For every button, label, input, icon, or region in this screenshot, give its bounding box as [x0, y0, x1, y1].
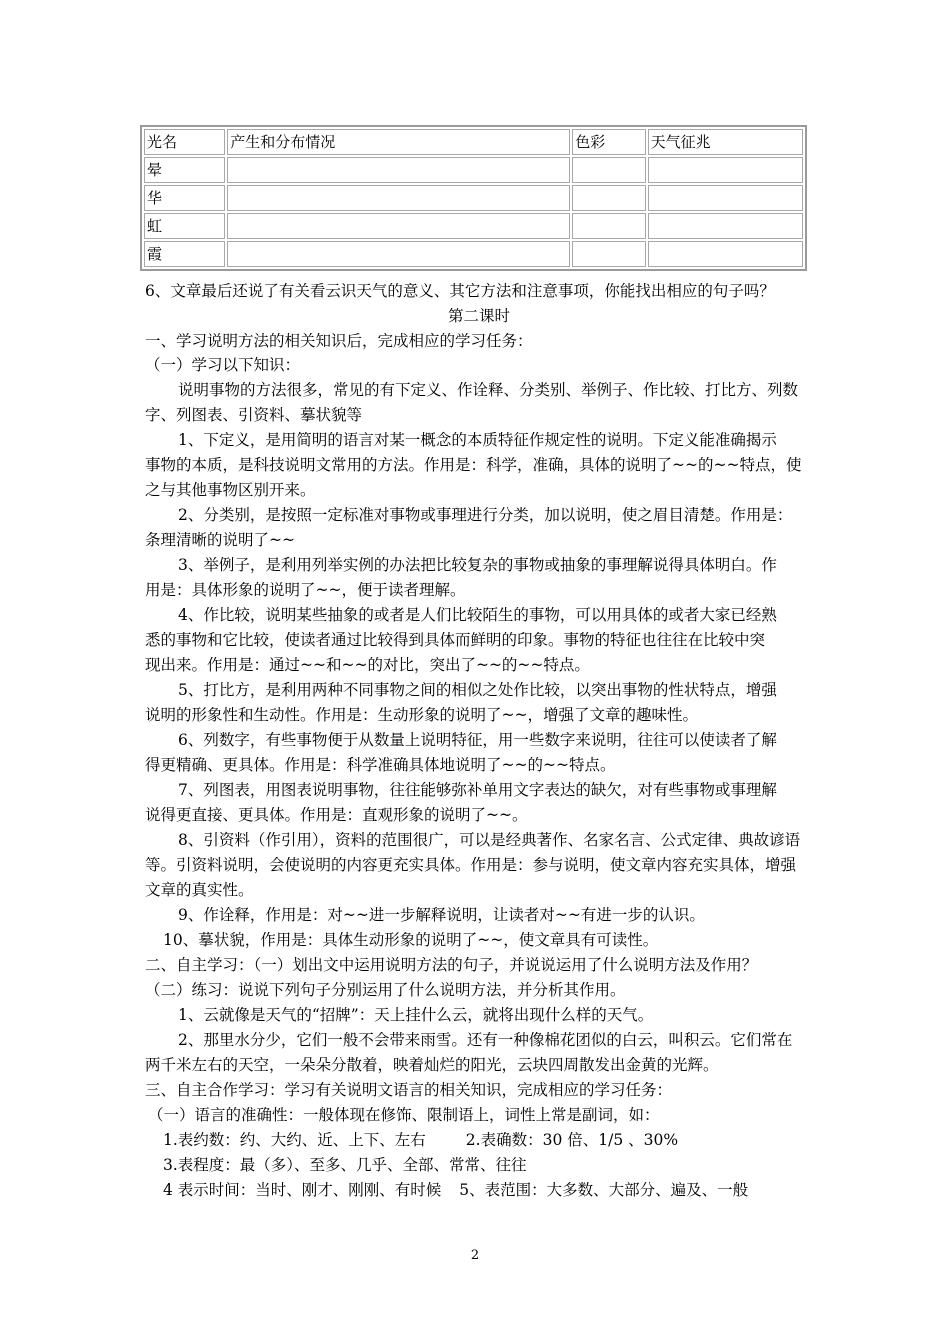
table-row: [144, 241, 803, 267]
table-header-cell: 色彩: [572, 129, 645, 155]
page-number: 2: [470, 1248, 480, 1263]
paragraph-line: 字、列图表、引资料、摹状貌等: [145, 406, 363, 424]
paragraph-line: 9、作诠释，作用是：对~~进一步解释说明，让读者对~~有进一步的认识。: [178, 906, 705, 924]
table-header-row: [144, 129, 803, 155]
table-cell: [572, 157, 645, 183]
table-cell: [648, 213, 803, 239]
word-example: 4 表示时间：当时、刚才、刚刚、有时候: [163, 1181, 442, 1199]
paragraph-line: 4、作比较，说明某些抽象的或者是人们比较陌生的事物，可以用具体的或者大家已经熟: [178, 606, 777, 624]
paragraph-line: 10、摹状貌，作用是：具体生动形象的说明了~~，使文章具有可读性。: [163, 931, 659, 949]
section-heading: 三、自主合作学习：学习有关说明文语言的相关知识，完成相应的学习任务：: [145, 1081, 673, 1099]
paragraph-line: 6、列数字，有些事物便于从数量上说明特征，用一些数字来说明，往往可以使读者了解: [178, 731, 777, 749]
subsection-heading: （一）语言的准确性：一般体现在修饰、限制语上，词性上常是副词，如：: [148, 1106, 660, 1124]
section-heading: 二、自主学习：（一）划出文中运用说明方法的句子，并说说运用了什么说明方法及作用？: [145, 956, 758, 974]
paragraph-line: 文章的真实性。: [145, 881, 254, 899]
word-examples-line: [163, 1178, 831, 1202]
subsection-heading: （二）练习：说说下列句子分别运用了什么说明方法，并分析其作用。: [145, 981, 626, 999]
table-row: [144, 185, 803, 211]
paragraph-line: 3、举例子，是利用列举实例的办法把比较复杂的事物或抽象的事理解说得具体明白。作: [178, 556, 777, 574]
word-example: 2.表确数：30 倍、1/5 、30%: [465, 1131, 679, 1149]
table-cell: 晕: [144, 157, 225, 183]
paragraph-line: 说明的形象性和生动性。作用是：生动形象的说明了~~，增强了文章的趣味性。: [145, 706, 698, 724]
table-cell: [572, 213, 645, 239]
word-examples-line: [163, 1128, 831, 1152]
paragraph-line: 1、下定义，是用简明的语言对某一概念的本质特征作规定性的说明。下定义能准确揭示: [178, 431, 777, 449]
table-cell: [227, 157, 570, 183]
paragraph-line: 得更精确、更具体。作用是：科学准确具体地说明了~~的~~特点。: [145, 756, 616, 774]
question-6: 6、文章最后还说了有关看云识天气的意义、其它方法和注意事项，你能找出相应的句子吗？: [145, 282, 775, 300]
table-cell: 华: [144, 185, 225, 211]
section-heading: 一、学习说明方法的相关知识后，完成相应的学习任务：: [145, 332, 533, 350]
table-row: [144, 213, 803, 239]
paragraph-line: 用是：具体形象的说明了~~，便于读者理解。: [145, 581, 466, 599]
paragraph-line: 条理清晰的说明了~~: [145, 531, 295, 549]
paragraph-line: 2、那里水分少，它们一般不会带来雨雪。还有一种像棉花团似的白云，叫积云。它们常在: [178, 1031, 793, 1049]
table-header-cell: 产生和分布情况: [227, 129, 570, 155]
table-cell: 霞: [144, 241, 225, 267]
table-cell: 虹: [144, 213, 225, 239]
paragraph-line: 悉的事物和它比较，使读者通过比较得到具体而鲜明的印象。事物的特征也往往在比较中突: [145, 631, 766, 649]
paragraph-line: 两千米左右的天空，一朵朵分散着，映着灿烂的阳光，云块四周散发出金黄的光辉。: [145, 1056, 719, 1074]
table-row: [144, 157, 803, 183]
paragraph-line: 事物的本质，是科技说明文常用的方法。作用是：科学，准确，具体的说明了~~的~~特点，使: [145, 456, 802, 474]
table-header-cell: 光名: [144, 129, 225, 155]
paragraph-line: 5、打比方，是利用两种不同事物之间的相似之处作比较，以突出事物的性状特点，增强: [178, 681, 777, 699]
subsection-heading: （一）学习以下知识：: [145, 356, 301, 374]
paragraph-line: 2、分类别，是按照一定标准对事物或事理进行分类，加以说明，使之眉目清楚。作用是：: [178, 506, 793, 524]
paragraph-line: 等。引资料说明，会使说明的内容更充实具体。作用是：参与说明，使文章内容充实具体，增强: [145, 856, 797, 874]
paragraph-line: 说明事物的方法很多，常见的有下定义、作诠释、分类别、举例子、作比较、打比方、列数: [178, 381, 799, 399]
word-examples-line: 3.表程度：最（多）、至多、几乎、全部、常常、往往: [163, 1156, 527, 1174]
paragraph-line: 现出来。作用是：通过~~和~~的对比，突出了~~的~~特点。: [145, 656, 590, 674]
light-phenomena-table: [140, 125, 807, 271]
table-cell: [227, 213, 570, 239]
paragraph-line: 8、引资料（作引用），资料的范围很广，可以是经典著作、名家名言、公式定律、典故谚语: [178, 831, 801, 849]
table-cell: [572, 185, 645, 211]
paragraph-line: 之与其他事物区别开来。: [145, 481, 316, 499]
table-cell: [648, 241, 803, 267]
table-cell: [648, 185, 803, 211]
word-example: 1.表约数：约、大约、近、上下、左右: [163, 1131, 426, 1149]
paragraph-line: 7、列图表，用图表说明事物，往往能够弥补单用文字表达的缺欠，对有些事物或事理解: [178, 781, 777, 799]
table-cell: [227, 185, 570, 211]
table-cell: [572, 241, 645, 267]
table-cell: [227, 241, 570, 267]
lesson-heading: 第二课时: [447, 307, 510, 325]
paragraph-line: 说得更直接、更具体。作用是：直观形象的说明了~~。: [145, 806, 528, 824]
word-example: 5、表范围：大多数、大部分、遍及、一般: [459, 1181, 749, 1199]
paragraph-line: 1、云就像是天气的“招牌”：天上挂什么云，就将出现什么样的天气。: [178, 1006, 654, 1024]
table-header-cell: 天气征兆: [648, 129, 803, 155]
table-cell: [648, 157, 803, 183]
